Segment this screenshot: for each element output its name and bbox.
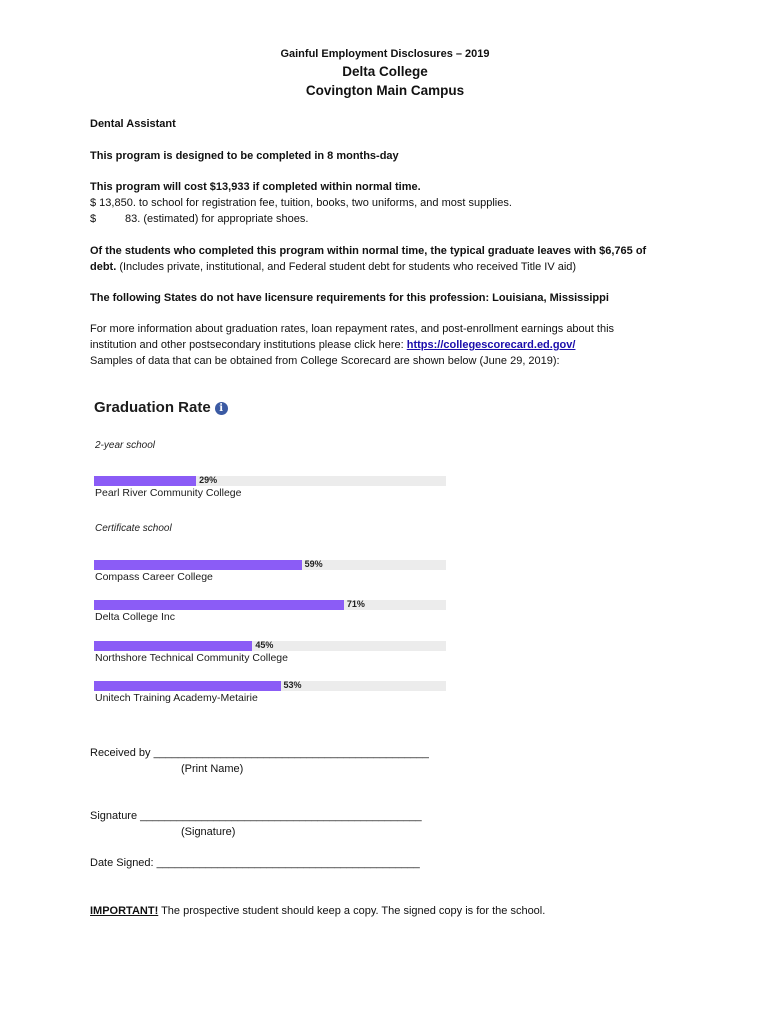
group-label-1: Certificate school bbox=[95, 523, 172, 534]
program-name: Dental Assistant bbox=[90, 118, 176, 130]
important-label: IMPORTANT! bbox=[90, 905, 159, 917]
program-duration: This program is designed to be completed in 8 months-day bbox=[90, 150, 399, 162]
info-line-1: For more information about graduation rates, loan repayment rates, and post-enrollment earnings about this bbox=[90, 323, 615, 335]
signature-hint: (Signature) bbox=[181, 826, 236, 838]
cost-heading: This program will cost $13,933 if completed within normal time. bbox=[90, 181, 421, 193]
bar-track bbox=[94, 600, 446, 610]
received-by-field[interactable]: Received by _____________________________________________ bbox=[90, 747, 429, 759]
info-icon[interactable]: i bbox=[215, 402, 228, 415]
school-name: Delta College Inc bbox=[95, 611, 175, 623]
chart-title: Graduation Rate bbox=[94, 399, 211, 416]
bar-fill bbox=[94, 476, 196, 486]
important-notice bbox=[90, 903, 545, 919]
scorecard-link[interactable]: https://collegescorecard.ed.gov/ bbox=[406, 339, 576, 351]
bar-track bbox=[94, 681, 446, 691]
school-name: Unitech Training Academy-Metairie bbox=[95, 692, 258, 704]
info-line-2 bbox=[90, 337, 575, 353]
licensure-statement: The following States do not have licensure requirements for this profession: Louisiana, Mississippi bbox=[90, 292, 609, 304]
group-label-0: 2-year school bbox=[95, 440, 156, 451]
graduation-rate-title bbox=[94, 399, 228, 416]
college-title: Delta College bbox=[342, 64, 428, 79]
school-name: Pearl River Community College bbox=[95, 487, 242, 499]
debt-statement: Of the students who completed this program within normal time, the typical graduate leaves with $6,765 of bbox=[90, 245, 647, 257]
bar-value-label: 59% bbox=[304, 559, 323, 569]
bar-value-label: 53% bbox=[283, 680, 302, 690]
bar-value-label: 71% bbox=[346, 599, 365, 609]
campus-title: Covington Main Campus bbox=[305, 83, 465, 98]
samples-note: Samples of data that can be obtained from College Scorecard are shown below (June 29, 2019): bbox=[90, 355, 560, 367]
bar-fill bbox=[94, 641, 252, 651]
school-name: Compass Career College bbox=[95, 571, 213, 583]
debt-bold: debt. bbox=[90, 261, 117, 273]
date-signed-field[interactable]: Date Signed: ___________________________________________ bbox=[90, 857, 420, 869]
debt-detail bbox=[90, 259, 576, 275]
bar-fill bbox=[94, 600, 344, 610]
important-text: The prospective student should keep a copy. The signed copy is for the school. bbox=[158, 905, 546, 917]
cost-line-shoes: 83. (estimated) for appropriate shoes. bbox=[125, 213, 309, 225]
school-name: Northshore Technical Community College bbox=[95, 652, 288, 664]
bar-track bbox=[94, 641, 446, 651]
bar-value-label: 45% bbox=[255, 640, 274, 650]
disclosure-subtitle: Gainful Employment Disclosures – 2019 bbox=[280, 48, 490, 60]
cost-line-shoes-symbol: $ bbox=[90, 213, 97, 225]
debt-note: (Includes private, institutional, and Federal student debt for students who received Title IV aid) bbox=[116, 261, 577, 273]
bar-fill bbox=[94, 681, 281, 691]
signature-field[interactable]: Signature ______________________________________________ bbox=[90, 810, 422, 822]
info-line-2-text: institution and other postsecondary institutions please click here: bbox=[90, 339, 407, 351]
print-name-hint: (Print Name) bbox=[181, 763, 244, 775]
bar-track bbox=[94, 560, 446, 570]
bar-value-label: 29% bbox=[199, 475, 218, 485]
cost-line-tuition: $ 13,850. to school for registration fee, tuition, books, two uniforms, and most supplies. bbox=[90, 197, 512, 209]
bar-fill bbox=[94, 560, 302, 570]
bar-track bbox=[94, 476, 446, 486]
